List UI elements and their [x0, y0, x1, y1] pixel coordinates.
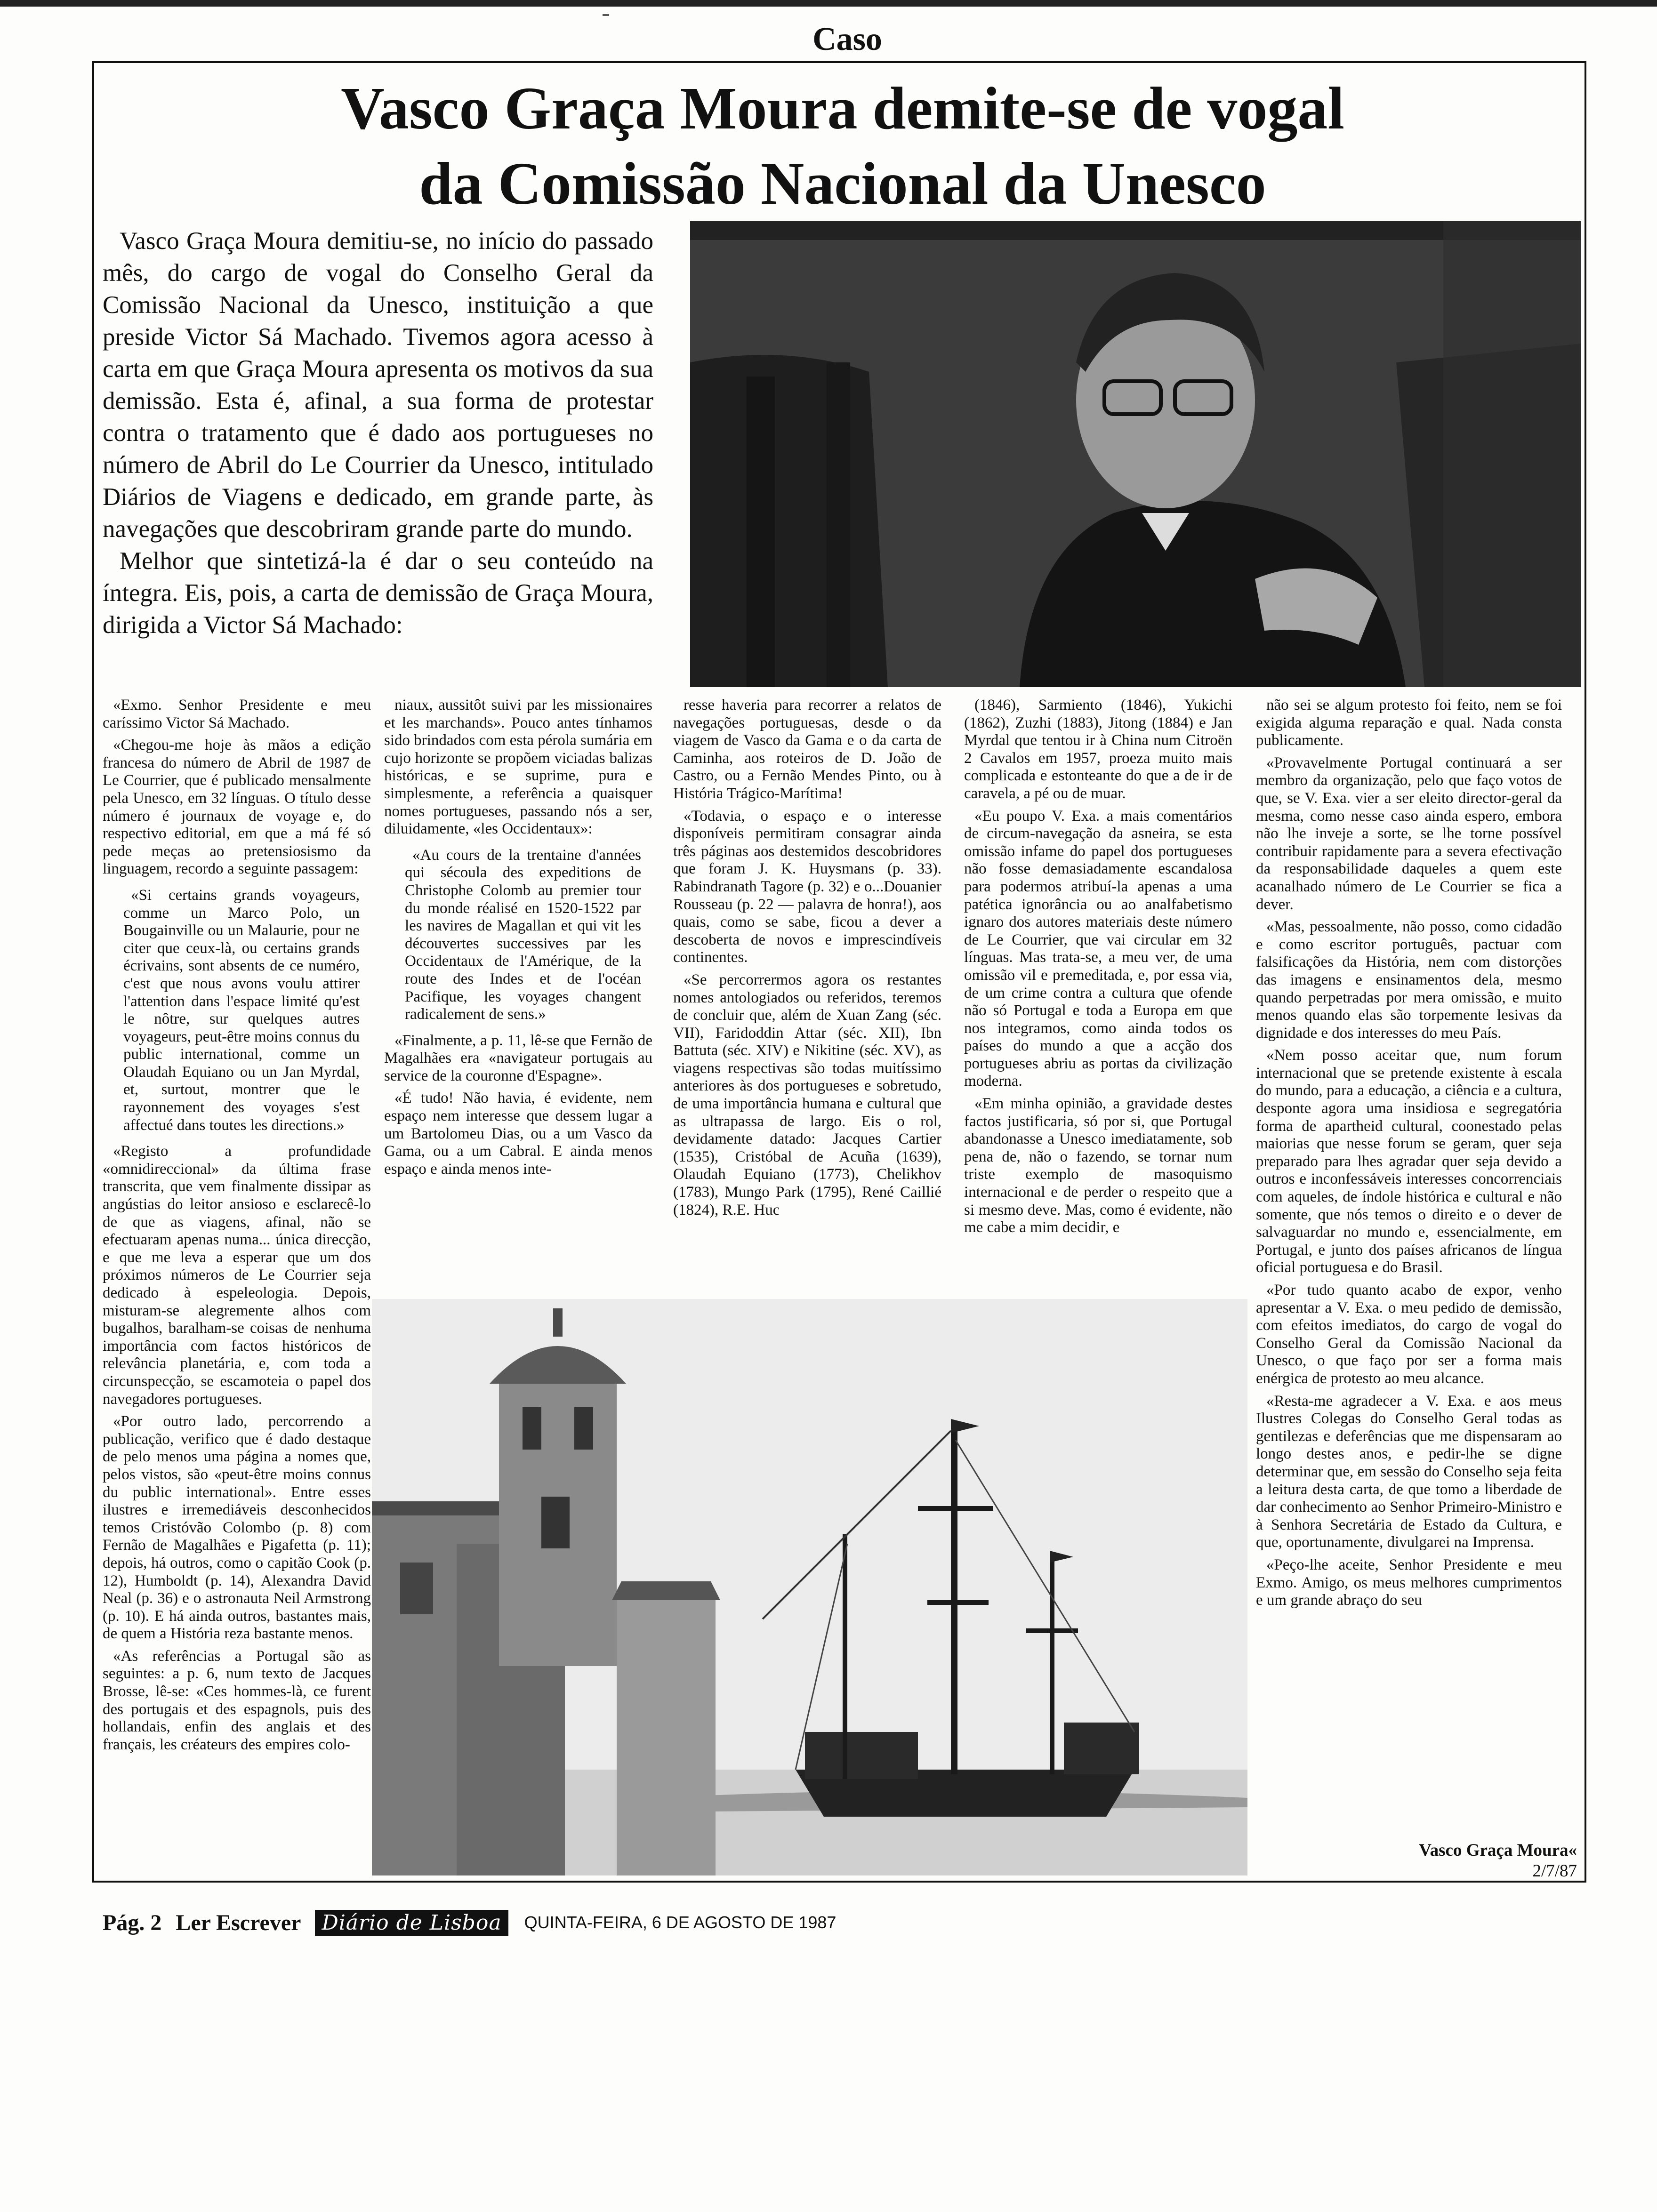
- headline-line-1: Vasco Graça Moura demite-se de vogal: [341, 75, 1344, 142]
- portrait-photo: [690, 221, 1581, 687]
- article-column-3: [673, 697, 941, 1290]
- headline: [141, 71, 1544, 221]
- article-paragraph: «Nem posso aceitar que, num forum internacional que se pretende existente à escala do mundo, para a educação, a ciência e a cultura, desponte agora uma insidiosa e segregatória forma de apartheid cultural, coonestado pelas maiorias que nesse forum se geram, quer seja preparado para lhes agradar quer seja devido a outros e inconfessáveis interesses concorrenciais com aqueles, de índole histórica e cultural e não somente, que nós temos o direito e o dever de salvaguardar no mundo e, essencialmente, em Portugal, e junto dos países africanos de língua oficial portuguesa e do Brasil.: [1256, 1047, 1562, 1276]
- article-column-1: [103, 697, 371, 1878]
- article-paragraph: «É tudo! Não havia, é evidente, nem espaço nem interesse que dessem lugar a um Bartolomeu Dias, ou a um Vasco da Gama, ou a um Cabral. E ainda menos espaço e ainda menos inte-: [384, 1090, 652, 1178]
- intro-paragraph: Melhor que sintetizá-la é dar o seu conteúdo na íntegra. Eis, pois, a carta de demissão de Graça Moura, dirigida a Victor Sá Machado:: [103, 547, 653, 639]
- article-paragraph: «Eu poupo V. Exa. a mais comentários de circum-navegação da asneira, se esta omissão infame do papel dos portugueses não fosse demasiadamente escandalosa para podermos atribuí-la apenas a uma patética ignorância ou ao analfabetismo ignaro dos autores materiais deste número de Le Courrier, que vai circular em 32 línguas. Mas trata-se, a meu ver, de uma omissão vil e premeditada, e, por essa via, de um crime contra a cultura que ofende não só Portugal e toda a Europa em que nos integramos, como ainda todos os países do mundo a que a acção dos portugueses abriu as portas da civilização moderna.: [964, 807, 1232, 1090]
- article-paragraph: «Por tudo quanto acabo de expor, venho apresentar a V. Exa. o meu pedido de demissão, com efeitos imediatos, do cargo de vogal do Conselho Geral da Comissão Nacional da Unesco, o que faço por ser a forma mais enérgica de protesto ao meu alcance.: [1256, 1282, 1562, 1387]
- tower-ship-illustration: [372, 1299, 1247, 1875]
- article-paragraph: «Em minha opinião, a gravidade destes factos justificaria, só por si, que Portugal abandonasse a Unesco imediatamente, sob pena de, não o fazendo, se tornar num triste exemplo de masoquismo internacional e de perder o respeito que a si mesmo deve. Mas, como é evidente, não me cabe a mim decidir, e: [964, 1095, 1232, 1236]
- article-paragraph: niaux, aussitôt suivi par les missionaires et les marchands». Pouco antes tínhamos sido brindados com esta pérola sumária em cujo horizonte se propõem viciadas balizas históricas, e se suprime, pura e simplesmente, a referência a quaisquer nomes portugueses, passando nós a ser, diluidamente, «les Occidentaux»:: [384, 697, 653, 838]
- article-column-2: [384, 697, 652, 1261]
- article-paragraph: «Peço-lhe aceite, Senhor Presidente e meu Exmo. Amigo, os meus melhores cumprimentos e um grande abraço do seu: [1256, 1556, 1562, 1609]
- intro-paragraph: Vasco Graça Moura demitiu-se, no início do passado mês, do cargo de vogal do Conselho Geral da Comissão Nacional da Unesco, instituição a que preside Victor Sá Machado. Tivemos agora acesso à carta em que Graça Moura apresenta os motivos da sua demissão. Esta é, afinal, a sua forma de protestar contra o tratamento que é dado aos portugueses no número de Abril do Le Courrier da Unesco, intitulado Diários de Viagens e dedicado, em grande parte, às navegações que descobriram grande parte do mundo.: [103, 227, 653, 543]
- portrait-illustration: [690, 221, 1581, 687]
- newspaper-masthead: Diário de Lisboa: [315, 1910, 508, 1936]
- signature-block: [1365, 1840, 1577, 1882]
- page-number: Pág. 2: [103, 1910, 162, 1935]
- article-paragraph: «Se percorrermos agora os restantes nomes antologiados ou referidos, teremos de concluir que, além de Xuan Zang (séc. VII), Faridoddin Attar (séc. XII), Ibn Battuta (séc. XIV) e Nikitine (séc. XV), as viagens respectivas são todas muitíssimo anteriores às dos portugueses e sobretudo, de uma importância humana e cultural que as ultrapassa de largo. Eis o rol, devidamente datado: Jacques Cartier (1535), Cristóbal de Acuña (1639), Olaudah Equiano (1773), Chelikhov (1783), Mungo Park (1795), René Caillié (1824), R.E. Huc: [673, 971, 941, 1218]
- print-mark: [603, 14, 609, 16]
- article-paragraph: «Finalmente, a p. 11, lê-se que Fernão de Magalhães era «navigateur portugais au service de la couronne d'Espagne».: [384, 1032, 652, 1084]
- article-paragraph: «Chegou-me hoje às mãos a edição francesa do número de Abril de 1987 de Le Courrier, que é publicado mensalmente pela Unesco, em 32 línguas. O título desse número é journaux de voyage e, do respectivo editorial, em que a má fé só pede meças ao pretensiosismo da linguagem, recordo a seguinte passagem:: [103, 737, 371, 878]
- article-paragraph: «Por outro lado, percorrendo a publicação, verifico que é dado destaque de pelo menos uma página a nomes que, pelos vistos, são «peut-être moins connus du public international». Entre esses ilustres e irremediáveis desconhecidos temos Cristóvão Colombo (p. 8) com Fernão de Magalhães e Pigafetta (p. 11); depois, há outros, como o capitão Cook (p. 12), Humboldt (p. 14), Alexandra David Neal (p. 36) e o astronauta Neil Armstrong (p. 10). E há ainda outros, bastantes mais, de quem a História reza bastante menos.: [103, 1413, 371, 1643]
- issue-date: QUINTA-FEIRA, 6 DE AGOSTO DE 1987: [524, 1913, 837, 1932]
- article-paragraph: «As referências a Portugal são as seguintes: a p. 6, num texto de Jacques Brosse, lê-se: «Ces hommes-là, ce furent des portugais et des espagnols, puis des hollandais, enfin des anglais et des français, les créateurs des empires colo-: [103, 1647, 371, 1753]
- headline-line-2: da Comissão Nacional da Unesco: [419, 150, 1266, 217]
- article-paragraph: resse haveria para recorrer a relatos de navegações portuguesas, desde o da viagem de Vasco da Gama e o da carta de Caminha, aos roteiros de D. João de Castro, ou a Fernão Mendes Pinto, ou à História Trágico-Marítima!: [673, 697, 941, 802]
- intro-text: [103, 225, 653, 641]
- section-label: Caso: [812, 21, 882, 57]
- article-paragraph: «Registo a profundidade «omnidireccional» da última frase transcrita, que vem finalmente dissipar as angústias do leitor ansioso e esclarecê-lo de que as viagens, afinal, não se efectuaram apenas numa... única direcção, e que me leva a esperar que um dos próximos números de Le Courrier seja dedicado à espeleologia. Depois, misturam-se alegremente alhos com bugalhos, baralham-se coisas de nenhuma importância com factos históricos de relevância planetária, e, com toda a circunspecção, se escamoteia o papel dos navegadores portugueses.: [103, 1143, 371, 1408]
- article-paragraph: «Resta-me agradecer a V. Exa. e aos meus Ilustres Colegas do Conselho Geral todas as gentilezas e deferências que me dispensaram ao longo destes anos, e pedir-lhe se digne determinar que, em sessão do Conselho seja feita a leitura desta carta, de que tomo a liberdade de dar conhecimento ao Senhor Primeiro-Ministro e à Senhora Secretária de Estado da Cultura, e que, oportunamente, divulgarei na Imprensa.: [1256, 1392, 1562, 1551]
- signature-name: Vasco Graça Moura«: [1419, 1841, 1577, 1860]
- french-quote: «Si certains grands voyageurs, comme un Marco Polo, un Bougainville ou un Malaurie, pour ne citer que ceux-là, ou certains grands écrivains, sont absents de ce numéro, c'est que nous avons voulu attirer l'attention dans l'espace limité qu'est le nôtre, sur quelques autres voyageurs, peut-être moins connus du public international, comme un Olaudah Equiano ou un Jan Myrdal, et, surtout, montrer que le rayonnement des voyages s'est affectué dans toutes les directions.»: [123, 886, 360, 1134]
- article-paragraph: «Todavia, o espaço e o interesse disponíveis permitiram consagrar ainda três páginas aos destemidos descobridores que foram J. K. Huysmans (p. 33). Rabindranath Tagore (p. 32) e o...Douanier Rousseau (p. 22 — palavra de honra!), aos quais, como se sabe, ficou a dever a descoberta de novos e imprescindíveis continentes.: [673, 807, 941, 966]
- article-paragraph: «Mas, pessoalmente, não posso, como cidadão e como escritor português, pactuar com falsificações da História, nem com distorções das imagens e ensinamentos dela, mesmo quando perpetradas por mera omissão, e muito menos quando elas são torpemente lesivas da dignidade e dos interesses do meu País.: [1256, 918, 1562, 1042]
- supplement-name: Ler Escrever: [176, 1910, 301, 1935]
- article-paragraph: não sei se algum protesto foi feito, nem se foi exigida alguma reparação e qual. Nada consta publicamente.: [1256, 697, 1562, 749]
- article-paragraph: «Exmo. Senhor Presidente e meu caríssimo Victor Sá Machado.: [103, 697, 371, 731]
- top-rule: [0, 0, 1657, 7]
- tower-and-caravel-photo: [372, 1299, 1247, 1875]
- article-column-4: [964, 697, 1232, 1290]
- article-column-5: [1256, 697, 1562, 1868]
- signature-date: 2/7/87: [1532, 1861, 1577, 1881]
- page-footer: [103, 1906, 836, 1939]
- french-quote: «Au cours de la trentaine d'années qui sécoula des expeditions de Christophe Colomb au premier tour du monde réalisé en 1520-1522 par les navires de Magallan et qui vit les découvertes successives par les Occidentaux de l'Amérique, de la route des Indes et de l'océan Pacifique, les voyages changent radicalement de sens.»: [405, 846, 641, 1023]
- article-paragraph: «Provavelmente Portugal continuará a ser membro da organização, pelo que faço votos de que, se V. Exa. vier a ser eleito director-geral da mesma, como nesse caso ainda espero, embora não lhe inveje a sorte, se lhe torne possível contribuir rapidamente para a severa efectivação da responsabilidade daqueles a quem este acanalhado número de Le Courrier se fica a dever.: [1256, 754, 1562, 913]
- article-paragraph: (1846), Sarmiento (1846), Yukichi (1862), Zuzhi (1883), Jitong (1884) e Jan Myrdal que tentou ir à China num Citroën 2 Cavalos em 1957, proeza muito mais complicada e estonteante do que a de ir de caravela, a pé ou de muar.: [964, 697, 1232, 802]
